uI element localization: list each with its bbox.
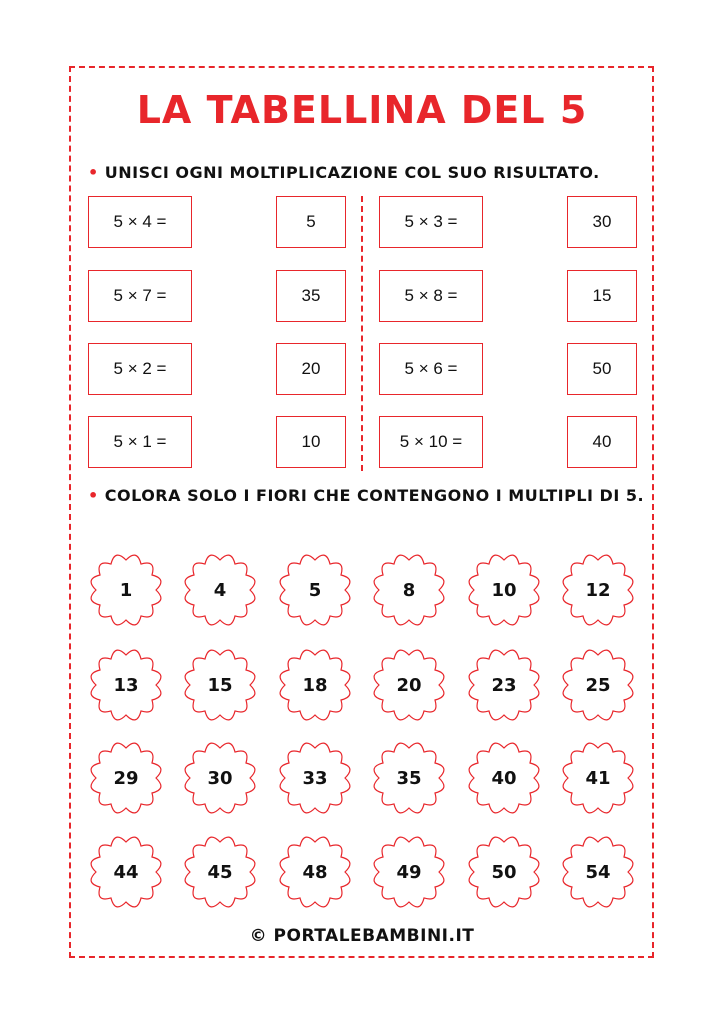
flower[interactable] — [466, 740, 542, 816]
flower[interactable] — [371, 740, 447, 816]
equation-box[interactable]: 5 × 3 = — [379, 196, 483, 248]
flower[interactable] — [88, 552, 164, 628]
equation-box[interactable]: 5 × 2 = — [88, 343, 192, 395]
flower-number: 20 — [396, 674, 422, 696]
flower[interactable] — [466, 647, 542, 723]
result-box[interactable]: 10 — [276, 416, 346, 468]
flower[interactable] — [182, 740, 258, 816]
flower-number: 40 — [491, 767, 517, 789]
flower[interactable] — [371, 834, 447, 910]
equation-box[interactable]: 5 × 1 = — [88, 416, 192, 468]
result-box[interactable]: 5 — [276, 196, 346, 248]
flower-number: 33 — [302, 767, 328, 789]
flower-number: 8 — [402, 579, 416, 601]
flower-number: 10 — [491, 579, 517, 601]
flower-number: 45 — [207, 861, 233, 883]
flower[interactable] — [88, 834, 164, 910]
flower[interactable] — [371, 552, 447, 628]
result-box[interactable]: 40 — [567, 416, 637, 468]
result-box[interactable]: 20 — [276, 343, 346, 395]
instruction-match-text: UNISCI OGNI MOLTIPLICAZIONE COL SUO RISULTATO. — [104, 163, 600, 182]
flower[interactable] — [560, 552, 636, 628]
flower-number: 41 — [585, 767, 611, 789]
flower-number: 50 — [491, 861, 517, 883]
instruction-color-text: COLORA SOLO I FIORI CHE CONTENGONO I MULTIPLI DI 5. — [104, 486, 645, 505]
flower[interactable] — [182, 834, 258, 910]
equation-box[interactable]: 5 × 10 = — [379, 416, 483, 468]
flower-number: 25 — [585, 674, 611, 696]
flower[interactable] — [560, 740, 636, 816]
flower-number: 5 — [308, 579, 322, 601]
page-title: LA TABELLINA DEL 5 — [136, 88, 588, 132]
flower-number: 12 — [585, 579, 611, 601]
equation-box[interactable]: 5 × 8 = — [379, 270, 483, 322]
result-box[interactable]: 30 — [567, 196, 637, 248]
result-box[interactable]: 15 — [567, 270, 637, 322]
flower-number: 49 — [396, 861, 422, 883]
flower-number: 35 — [396, 767, 422, 789]
flower[interactable] — [182, 647, 258, 723]
equation-box[interactable]: 5 × 7 = — [88, 270, 192, 322]
flower[interactable] — [560, 834, 636, 910]
flower[interactable] — [88, 647, 164, 723]
footer-credit: © PORTALEBAMBINI.IT — [249, 926, 475, 946]
flower-number: 54 — [585, 861, 611, 883]
flower[interactable] — [277, 740, 353, 816]
bullet-icon: • — [88, 163, 99, 182]
flower[interactable] — [371, 647, 447, 723]
flower-number: 15 — [207, 674, 233, 696]
equation-box[interactable]: 5 × 6 = — [379, 343, 483, 395]
flower-number: 44 — [113, 861, 139, 883]
flower[interactable] — [277, 647, 353, 723]
flower[interactable] — [277, 834, 353, 910]
equation-box[interactable]: 5 × 4 = — [88, 196, 192, 248]
result-box[interactable]: 35 — [276, 270, 346, 322]
bullet-icon: • — [88, 486, 99, 505]
flower-number: 1 — [119, 579, 133, 601]
flower[interactable] — [277, 552, 353, 628]
flower-number: 48 — [302, 861, 328, 883]
flower[interactable] — [560, 647, 636, 723]
flower-number: 30 — [207, 767, 233, 789]
instruction-color — [88, 482, 648, 510]
flower-number: 13 — [113, 674, 139, 696]
flower-number: 18 — [302, 674, 328, 696]
flower[interactable] — [466, 552, 542, 628]
flower-number: 4 — [213, 579, 227, 601]
flower[interactable] — [182, 552, 258, 628]
result-box[interactable]: 50 — [567, 343, 637, 395]
flower-number: 23 — [491, 674, 517, 696]
column-divider — [361, 196, 363, 471]
flower[interactable] — [88, 740, 164, 816]
instruction-match — [88, 159, 600, 187]
flower-number: 29 — [113, 767, 139, 789]
flower[interactable] — [466, 834, 542, 910]
